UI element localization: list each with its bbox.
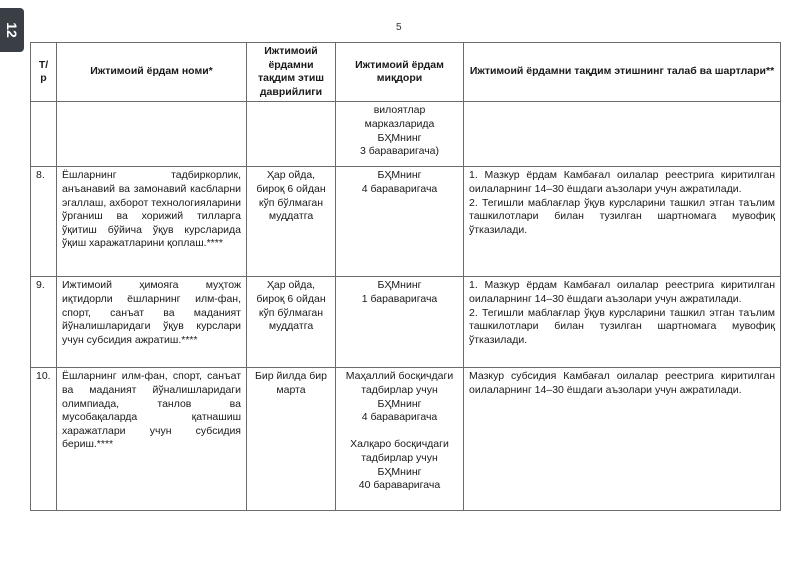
amount-line: Маҳаллий босқичдаги	[345, 370, 454, 383]
header-num: Т/р	[31, 43, 57, 102]
header-amount: Ижтимоий ёрдам миқдори	[336, 43, 464, 102]
amount-spacer	[341, 425, 458, 439]
cell-amount	[336, 277, 464, 368]
cell-amount	[336, 167, 464, 277]
cell-period: Ҳар ойда, бироқ 6 ойдан кўп бўлмаган муддатга	[247, 167, 336, 277]
cell-num: 9.	[31, 277, 57, 368]
header-terms: Ижтимоий ёрдамни тақдим этишнинг талаб ва шартлари**	[464, 43, 781, 102]
terms-item: 2. Тегишли маблағлар ўқув курсларини ташкил этган таълим ташкилотлари билан тузилган шартномага мувофиқ ўтказилади.	[469, 306, 775, 346]
cell-amount	[336, 368, 464, 511]
amount-line: 1 бараваригача	[361, 292, 438, 305]
cell-terms	[464, 368, 781, 511]
cell-terms	[464, 167, 781, 277]
amount-line: марказларида	[364, 117, 435, 130]
amount-line: БҲМнинг	[377, 397, 422, 410]
cell-terms	[464, 277, 781, 368]
cell-name: Ёшларнинг тадбиркорлик, анъанавий ва замонавий касбларни эгаллаш, ахборот технологияларини ўрганиш ва хорижий тилларга ўқитиш бўйича ўқув курсларида ўқиш харажатларини қоплаш.****	[57, 167, 247, 277]
terms-item: 1. Мазкур ёрдам Камбағал оилалар реестрига киритилган оилаларнинг 14–30 ёшдаги аъзолари учун ажратилади.	[469, 279, 775, 305]
table-row	[31, 277, 781, 368]
cell-period: Ҳар ойда, бироқ 6 ойдан кўп бўлмаган муддатга	[247, 277, 336, 368]
amount-line: 4 бараваригача	[361, 411, 438, 424]
header-name: Ижтимоий ёрдам номи*	[57, 43, 247, 102]
cell-num	[31, 102, 57, 167]
cell-period	[247, 102, 336, 167]
amount-line: тадбирлар учун	[361, 383, 438, 396]
page-badge	[0, 8, 24, 52]
cell-period: Бир йилда бир марта	[247, 368, 336, 511]
cell-name	[57, 102, 247, 167]
page-badge-label: 12	[3, 22, 20, 38]
terms-item: 1. Мазкур ёрдам Камбағал оилалар реестрига киритилган оилаларнинг 14–30 ёшдаги аъзолари учун ажратилади.	[469, 169, 775, 195]
terms-item: 2. Тегишли маблағлар ўқув курсларини ташкил этган таълим ташкилотлари билан тузилган шартномага мувофиқ ўтказилади.	[469, 196, 775, 236]
amount-line: БҲМнинг	[377, 169, 422, 182]
table-row	[31, 368, 781, 511]
amount-line: Халқаро босқичдаги	[350, 438, 449, 451]
amount-line: БҲМнинг	[377, 465, 422, 478]
table-row	[31, 167, 781, 277]
amount-line: БҲМнинг	[377, 131, 422, 144]
page-number: 5	[396, 22, 402, 33]
amount-line: 4 бараваригача	[361, 182, 438, 195]
cell-name: Ёшларнинг илм-фан, спорт, санъат ва маданият йўналишларидаги олимпиада, танлов ва мусобақаларда қатнашиш харажатлари учун субсидия бериш.****	[57, 368, 247, 511]
cell-name: Ижтимоий ҳимояга муҳтож иқтидорли ёшларнинг илм-фан, спорт, санъат ва маданият йўналишларидаги ўқув курслари учун субсидия ажратиш.****	[57, 277, 247, 368]
terms-item: Мазкур субсидия Камбағал оилалар реестрига киритилган оилаларнинг 14–30 ёшдаги аъзолари учун ажратилади.	[469, 370, 775, 396]
amount-line: тадбирлар учун	[361, 451, 438, 464]
amount-line: БҲМнинг	[377, 279, 422, 292]
social-assistance-table	[30, 42, 781, 511]
cell-num: 8.	[31, 167, 57, 277]
amount-line: 40 бараваригача	[358, 479, 441, 492]
cell-terms	[464, 102, 781, 167]
header-period: Ижтимоий ёрдамни тақдим этиш даврийлиги	[247, 43, 336, 102]
amount-line: вилоятлар	[373, 104, 426, 117]
cell-num: 10.	[31, 368, 57, 511]
table-row-continuation	[31, 102, 781, 167]
table-header-row	[31, 43, 781, 102]
cell-amount	[336, 102, 464, 167]
amount-line: 3 бараваригача)	[359, 145, 440, 158]
